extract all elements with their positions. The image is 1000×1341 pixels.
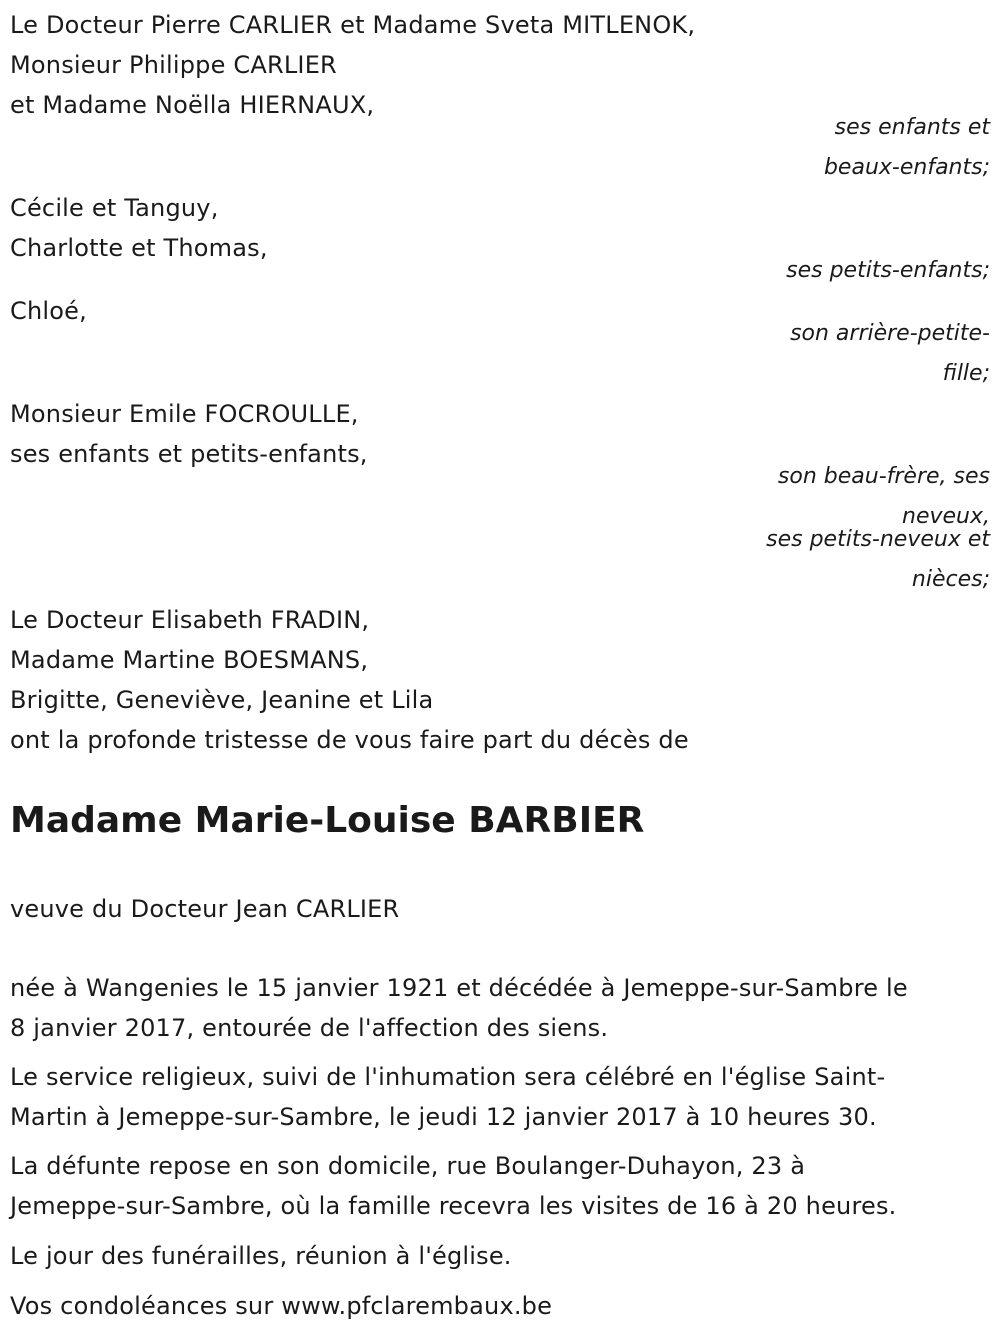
- family-line: ses enfants et petits-enfants,: [10, 440, 368, 468]
- family-line: Monsieur Emile FOCROULLE,: [10, 400, 359, 428]
- birth-death-text: née à Wangenies le 15 janvier 1921 et décédée à Jemeppe-sur-Sambre le: [10, 974, 908, 1002]
- service-text: Martin à Jemeppe-sur-Sambre, le jeudi 12 janvier 2017 à 10 heures 30.: [10, 1103, 877, 1131]
- condolences-text: Vos condoléances sur www.pfclarembaux.be: [10, 1292, 553, 1320]
- family-line: Madame Martine BOESMANS,: [10, 646, 369, 674]
- deceased-name: Madame Marie-Louise BARBIER: [10, 800, 645, 841]
- relation-label: ses petits-neveux et: [766, 527, 990, 552]
- family-line: Charlotte et Thomas,: [10, 234, 268, 262]
- family-line: Le Docteur Elisabeth FRADIN,: [10, 606, 370, 634]
- visitation-text: La défunte repose en son domicile, rue Boulanger-Duhayon, 23 à: [10, 1152, 806, 1180]
- relation-label: ses petits-enfants;: [786, 258, 990, 283]
- relation-label: son beau-frère, ses: [777, 464, 990, 489]
- relation-label: son arrière-petite-: [790, 321, 990, 346]
- family-line: et Madame Noëlla HIERNAUX,: [10, 91, 375, 119]
- family-line: Brigitte, Geneviève, Jeanine et Lila: [10, 686, 434, 714]
- announcement-line: ont la profonde tristesse de vous faire part du décès de: [10, 726, 689, 754]
- relation-label: beaux-enfants;: [823, 155, 990, 180]
- family-line: Cécile et Tanguy,: [10, 194, 219, 222]
- family-line: Monsieur Philippe CARLIER: [10, 51, 337, 79]
- funeral-meeting-text: Le jour des funérailles, réunion à l'église.: [10, 1242, 512, 1270]
- relation-label: fille;: [942, 361, 990, 386]
- birth-death-text: 8 janvier 2017, entourée de l'affection des siens.: [10, 1014, 609, 1042]
- service-text: Le service religieux, suivi de l'inhumation sera célébré en l'église Saint-: [10, 1063, 886, 1091]
- visitation-text: Jemeppe-sur-Sambre, où la famille recevra les visites de 16 à 20 heures.: [10, 1192, 897, 1220]
- family-line: Le Docteur Pierre CARLIER et Madame Sveta MITLENOK,: [10, 11, 696, 39]
- relation-label: ses enfants et: [834, 115, 990, 140]
- family-line: Chloé,: [10, 297, 87, 325]
- relation-label: nièces;: [911, 567, 990, 592]
- widow-of-line: veuve du Docteur Jean CARLIER: [10, 895, 400, 923]
- relation-label: neveux,: [902, 504, 990, 529]
